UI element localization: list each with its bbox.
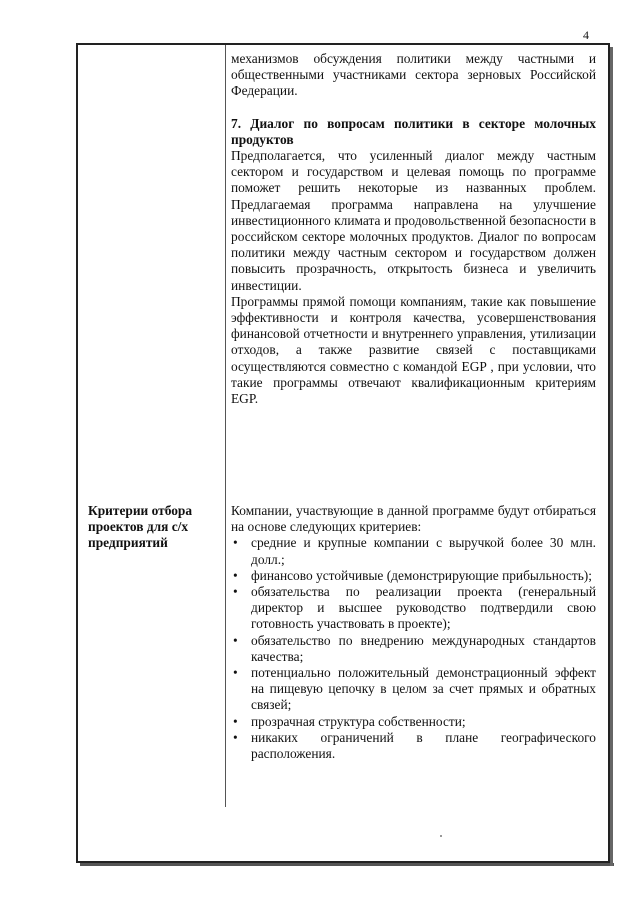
- criteria-list-item: [231, 633, 596, 665]
- bullet-icon: •: [233, 535, 238, 551]
- frame-right-shadow: [610, 47, 613, 866]
- criteria-item-text: обязательство по внедрению международных стандартов качества;: [251, 632, 596, 664]
- criteria-item-text: средние и крупные компании с выручкой более 30 млн. долл.;: [251, 535, 596, 567]
- criteria-list-item: [231, 568, 596, 584]
- criteria-block: [231, 503, 596, 762]
- paragraph-spacer: [231, 100, 596, 116]
- criteria-item-text: потенциально положительный демонстрационный эффект на пищевую цепочку в целом за счет прямых и обратных связей;: [251, 665, 596, 713]
- section-7-paragraph-1: Предполагается, что усиленный диалог между частным сектором и государством и целевая помощь по программе поможет решить некоторые из названных проблем. Предлагаемая программа направлена на улучшение инвестиционного климата и продовольственной безопасности в российском секторе молочных продуктов. Диалог по вопросам политики между частным сектором и государством должен повысить прозрачность, открытость бизнеса и увеличить инвестиции.: [231, 148, 596, 293]
- criteria-list-item: [231, 535, 596, 567]
- criteria-list-item: [231, 730, 596, 762]
- main-text-column: [231, 51, 596, 407]
- section-7-paragraph-2: Программы прямой помощи компаниям, такие как повышение эффективности и контроля качества, усовершенствования финансовой отчетности и внутреннего управления, утилизации отходов, а также развитие связей с поставщиками осуществляются совместно с командой EGP , при условии, что такие программы отвечают квалификационным критериям EGP.: [231, 293, 596, 407]
- column-divider: [225, 45, 226, 807]
- criteria-side-label: Критерии отбора проектов для с/х предприятий: [88, 503, 193, 551]
- bullet-icon: •: [233, 567, 238, 583]
- bullet-icon: •: [233, 729, 238, 745]
- criteria-intro: Компании, участвующие в данной программе будут отбираться на основе следующих критериев:: [231, 503, 596, 535]
- criteria-item-text: обязательства по реализации проекта (генеральный директор и высшее руководство подтвердили свою готовность участвовать в проекте);: [251, 584, 596, 632]
- frame-bottom-shadow: [80, 863, 614, 866]
- criteria-list-item: [231, 584, 596, 633]
- section-7-heading: 7. Диалог по вопросам политики в секторе молочных продуктов: [231, 115, 596, 147]
- page-number: 4: [583, 28, 589, 42]
- criteria-item-text: никаких ограничений в плане географического расположения.: [251, 729, 596, 762]
- intro-continuation-paragraph: механизмов обсуждения политики между частными и общественными участниками сектора зерновых Российской Федерации.: [231, 51, 596, 99]
- criteria-item-text: прозрачная структура собственности;: [251, 713, 466, 729]
- bullet-icon: •: [233, 632, 238, 648]
- bullet-icon: •: [233, 584, 238, 600]
- bullet-icon: •: [233, 665, 238, 681]
- bullet-icon: •: [233, 713, 238, 729]
- criteria-list-item: [231, 665, 596, 714]
- scan-artifact: [440, 835, 442, 837]
- criteria-item-text: финансово устойчивые (демонстрирующие прибыльность);: [251, 567, 592, 583]
- criteria-list: [231, 535, 596, 762]
- criteria-list-item: [231, 714, 596, 730]
